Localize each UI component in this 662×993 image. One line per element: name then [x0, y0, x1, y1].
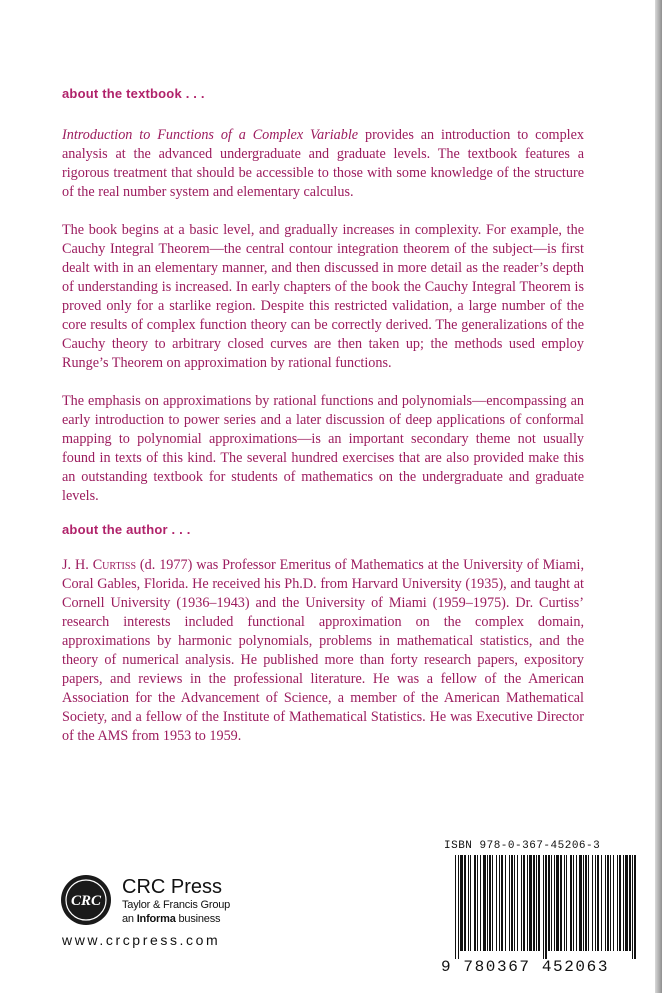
book-title: Introduction to Functions of a Complex Variable: [62, 127, 359, 143]
publisher-business: [122, 912, 230, 926]
business-suffix: business: [175, 913, 221, 925]
crc-logo: [60, 874, 112, 926]
back-cover-text: [62, 86, 584, 746]
business-brand: Informa: [136, 913, 176, 925]
textbook-paragraph-3: The emphasis on approximations by rational functions and polynomials—encompassing an early introduction to power series and a later discussion of deep applications of conformal mapping to polynomial approximations—is an important secondary theme not usually found in texts of this kind. The several hundred exercises that are also provided make this an outstanding textbook for students of mathematics on the undergraduate and graduate levels.: [62, 393, 584, 504]
barcode-number: 9 780367 452063: [441, 958, 610, 976]
publisher-block: [122, 876, 230, 926]
business-prefix: an: [122, 913, 137, 925]
textbook-paragraph-2: The book begins at a basic level, and gradually increases in complexity. For example, the Cauchy Integral Theorem—the central contour integration theorem of the subject—is first dealt with in an elementary manner, and then discussed in more detail as the reader’s depth of understanding is increased. In early chapters of the book the Cauchy Integral Theorem is proved only for a starlike region. Despite this restricted validation, a large number of the core results of complex function theory can be correctly derived. The generalizations of the Cauchy theory to arbitrary closed curves are then taken up; the methods used employ Runge’s Theorem on approximation by rational functions.: [62, 222, 584, 371]
textbook-paragraph-1-text: provides an introduction to complex analysis at the advanced undergraduate and graduate levels. The textbook features a rigorous treatment that should be accessible to those with some knowledge of the structure of the real number system and elementary calculus.: [62, 127, 584, 200]
barcode-bars: [443, 855, 643, 959]
author-paragraph: [62, 556, 584, 746]
isbn-barcode: [441, 840, 646, 975]
publisher-url[interactable]: www.crcpress.com: [62, 932, 221, 948]
textbook-paragraph-1: [62, 126, 584, 202]
page-edge: [655, 0, 662, 993]
author-bio: (d. 1977) was Professor Emeritus of Mathematics at the University of Miami, Coral Gables, Florida. He received his Ph.D. from Harvard University (1935), and taught at Cornell University (1936–1943) and the University of Miami (1959–1975). Dr. Curtiss’ research interests included functional approximation on the complex domain, approximations by harmonic polynomials, problems in mathematical statistics, and the theory of numerical analysis. He published more than forty research papers, expository papers, and reviews in the professional literature. He was a fellow of the American Association for the Advancement of Science, a member of the American Mathematical Society, and a fellow of the Institute of Mathematical Statistics. He was Executive Director of the AMS from 1953 to 1959.: [62, 557, 584, 744]
about-author-heading: about the author . . .: [62, 522, 191, 537]
author-surname: Curtiss: [92, 557, 137, 573]
publisher-group: Taylor & Francis Group: [122, 899, 231, 911]
isbn-label: ISBN 978-0-367-45206-3: [444, 840, 601, 852]
author-initials: J. H.: [62, 557, 93, 573]
crc-logo-text: CRC: [70, 893, 102, 909]
publisher-name: CRC Press: [122, 876, 223, 898]
about-textbook-heading: about the textbook . . .: [62, 86, 205, 101]
